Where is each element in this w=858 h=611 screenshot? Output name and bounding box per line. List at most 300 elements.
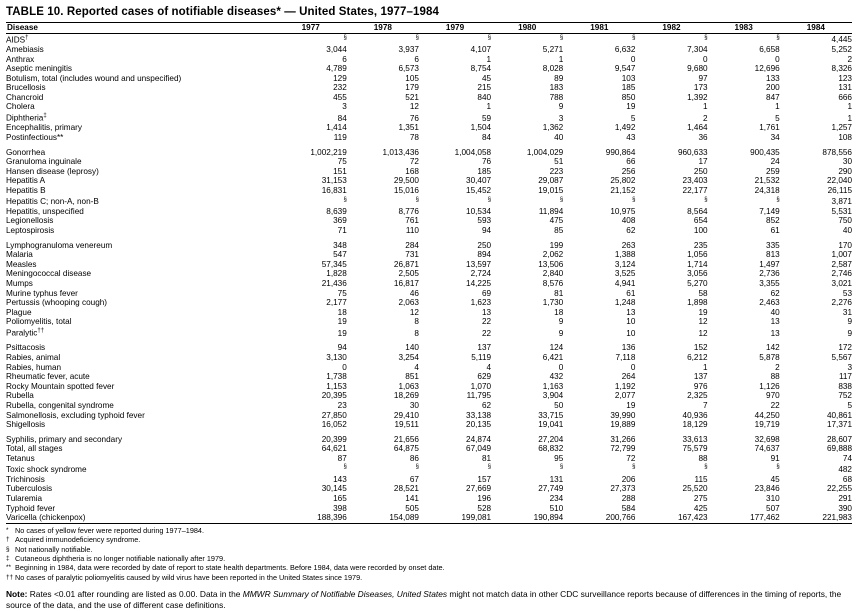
value-cell-1979: 22 [481,317,492,327]
value-cell-1984: 28,607 [826,434,852,444]
value-cell-1979: 1 [486,102,492,112]
value-cell-1978: 154,089 [389,513,419,523]
value-cell-1980: 199 [549,240,564,250]
value-cell-1983: 22 [770,400,780,410]
value-cell-1982: 5,270 [687,279,708,289]
value-cell-1979: 215 [477,83,492,93]
value-cell-1981: 264 [621,372,636,382]
value-cell-1980: 234 [549,493,564,503]
column-header-1984: 1984 [780,23,852,34]
value-cell-1979: 1,504 [470,123,492,133]
value-cell-1979: 250 [477,240,492,250]
table-row [6,382,852,392]
value-cell-1977: 369 [333,216,347,226]
value-cell-1984: 290 [838,166,852,176]
value-cell-1983: 34 [770,133,780,142]
value-cell-1980: 9 [558,102,564,112]
value-cell-1980: § [559,464,564,471]
value-cell-1978: 141 [405,493,419,503]
value-cell-1984: 31 [842,307,852,317]
value-cell-1984: 53 [842,288,852,298]
value-cell-1983: 23,846 [754,484,780,494]
value-cell-1982: 250 [693,166,708,176]
value-cell-1978: 4 [414,362,419,372]
disease-name-cell: Chancroid [6,92,44,102]
table-row [6,463,852,474]
value-cell-1977: 19 [337,317,347,327]
value-cell-1977: 21,436 [321,279,347,289]
value-cell-1977: 547 [333,250,347,260]
disease-name-cell: Varicella (chickenpox) [6,513,86,523]
disease-name-cell: Salmonellosis, excluding typhoid fever [6,410,145,420]
value-cell-1984: 482 [838,465,852,475]
value-cell-1982: 19 [698,307,708,317]
value-cell-1981: 61 [626,288,636,298]
value-cell-1981: 10 [626,317,636,327]
value-cell-1984: 1 [847,102,852,112]
table-row [6,269,852,279]
value-cell-1982: 12 [698,317,708,327]
value-cell-1979: 62 [481,400,492,410]
disease-name-cell: Rabies, animal [6,352,61,362]
value-cell-1978: 110 [405,226,419,236]
value-cell-1983: 13 [770,317,780,327]
value-cell-1979: 22 [481,328,492,338]
value-cell-1979: 4,107 [470,44,492,54]
value-cell-1978: 851 [405,372,419,382]
value-cell-1977: 1,002,219 [310,147,347,157]
value-cell-1977: 0 [342,362,347,372]
table-row [6,484,852,494]
footnote-text: Not nationally notifiable. [15,544,93,554]
value-cell-1979: 13 [481,307,492,317]
value-cell-1977: 1,738 [326,372,347,382]
value-cell-1978: 29,410 [393,410,419,420]
value-cell-1982: 960,633 [677,147,708,157]
table-row [6,430,852,445]
value-cell-1978: 2,505 [398,269,419,279]
value-cell-1980: 33,715 [538,410,564,420]
table-header-row [6,23,852,34]
value-cell-1978: 8,776 [398,206,419,216]
table-row [6,260,852,270]
value-cell-1979: 2,724 [470,269,492,279]
value-cell-1983: 91 [770,453,780,463]
value-cell-1979: 10,534 [466,206,492,216]
value-cell-1981: 1,248 [614,298,636,308]
value-cell-1977: 3 [342,102,347,112]
value-cell-1981: 7,118 [615,352,636,362]
value-cell-1980: 11,894 [538,206,564,216]
value-cell-1977: 455 [333,92,347,102]
table-row [6,186,852,196]
value-cell-1982: 173 [693,83,708,93]
value-cell-1983: 2 [775,362,780,372]
value-cell-1983: 847 [766,92,780,102]
value-cell-1979: § [487,464,492,471]
value-cell-1983: 1,497 [759,259,780,269]
value-cell-1978: 19,511 [394,420,419,430]
value-cell-1978: 30 [409,400,419,410]
table-row [6,33,852,45]
value-cell-1981: 0 [630,54,636,64]
footnote-marker: * [6,526,9,534]
value-cell-1983: 177,462 [750,513,780,523]
table-row [6,411,852,421]
value-cell-1977: 1,828 [326,269,347,279]
disease-name-cell: Lymphogranuloma venereum [6,240,113,250]
value-cell-1980: 19,041 [538,420,564,430]
value-cell-1977: 143 [333,474,347,484]
value-cell-1980: 68,832 [538,444,564,454]
value-cell-1984: 9 [847,328,852,338]
value-cell-1978: § [415,34,419,41]
footnote-marker: ‡ [6,554,10,562]
value-cell-1983: 310 [766,493,780,503]
value-cell-1984: 5,531 [831,206,852,216]
value-cell-1978: 731 [405,250,419,260]
value-cell-1982: 137 [693,372,708,382]
disease-name-cell: Toxic shock syndrome [6,465,87,475]
disease-name-cell: Gonorrhea [6,147,46,157]
table-body [6,33,852,523]
value-cell-1978: 18,269 [393,391,419,401]
value-cell-1984: 22,040 [826,176,852,186]
value-cell-1980: 18 [554,307,564,317]
value-cell-1984: 3,021 [831,279,852,289]
value-cell-1977: 3,130 [326,352,347,362]
value-cell-1982: 12 [698,328,708,338]
value-cell-1982: 275 [693,493,708,503]
value-cell-1977: 27,850 [321,410,347,420]
value-cell-1981: 39,990 [610,410,636,420]
value-cell-1977: 16,052 [321,420,347,430]
value-cell-1982: 6,212 [687,352,708,362]
value-cell-1982: 1 [703,362,708,372]
value-cell-1978: 6 [414,54,419,64]
value-cell-1977: 16,831 [321,185,347,195]
value-cell-1978: 8 [414,317,419,327]
value-cell-1980: § [559,196,564,203]
value-cell-1978: § [415,464,419,471]
value-cell-1978: 16,817 [393,279,419,289]
value-cell-1979: 67,049 [466,444,492,454]
value-cell-1982: 25,520 [682,484,708,494]
table-row [6,216,852,226]
value-cell-1978: 179 [405,83,419,93]
value-cell-1982: 115 [694,474,708,484]
value-cell-1983: 6,658 [759,44,780,54]
footnote-text: Acquired immunodeficiency syndrome. [15,535,141,545]
value-cell-1977: 19 [337,328,347,338]
disease-name-cell: Total, all stages [6,444,63,454]
disease-name-cell: Tuberculosis [6,484,53,494]
value-cell-1981: 10,975 [610,206,636,216]
value-cell-1977: 348 [333,240,347,250]
table-row [6,363,852,373]
value-cell-1981: 72,799 [610,444,636,454]
value-cell-1978: 521 [405,92,419,102]
footnote-marker: ** [6,564,11,572]
value-cell-1980: 27,749 [538,484,564,494]
value-cell-1983: § [776,464,780,471]
column-header-1981: 1981 [563,23,635,34]
value-cell-1981: 3,124 [614,259,636,269]
table-row [6,112,852,123]
value-cell-1983: 88 [770,372,780,382]
value-cell-1979: 137 [477,343,492,353]
value-cell-1978: 67 [409,474,419,484]
value-cell-1977: 151 [333,166,347,176]
value-cell-1984: 1 [847,113,852,123]
footnote-text: Beginning in 1984, data were recorded by date of report to state health departments. Before 1984, data were recorded by onset date. [15,563,445,573]
value-cell-1978: 1,013,436 [382,147,419,157]
value-cell-1982: 18,129 [682,420,708,430]
value-cell-1982: 97 [698,73,708,83]
disease-name-cell: Mumps [6,279,33,289]
disease-name-cell: Poliomyelitis, total [6,317,72,327]
value-cell-1982: 2,325 [687,391,708,401]
value-cell-1978: 8 [414,328,419,338]
value-cell-1978: 26,871 [393,259,419,269]
value-cell-1980: 131 [549,474,564,484]
disease-name-cell: Murine typhus fever [6,288,78,298]
table-row [6,494,852,504]
value-cell-1978: 86 [409,453,419,463]
disease-name-cell: Paralytic†† [6,328,45,338]
value-cell-1981: 1,192 [614,381,636,391]
value-cell-1983: 45 [770,474,780,484]
value-cell-1980: 0 [558,362,564,372]
footnote-line [6,545,858,554]
value-cell-1984: 170 [838,240,852,250]
value-cell-1981: 136 [621,343,636,353]
value-cell-1984: 117 [838,372,852,382]
value-cell-1981: 72 [626,453,636,463]
table-row [6,123,852,133]
value-cell-1983: 24,318 [754,185,780,195]
footnote-text: No cases of paralytic poliomyelitis caused by wild virus have been reported in the United States since 1979. [15,572,363,582]
value-cell-1977: § [343,34,347,41]
footnote-marker: † [6,536,10,544]
value-cell-1982: 1,898 [687,298,708,308]
value-cell-1983: 7,149 [759,206,780,216]
value-cell-1981: 990,864 [605,147,636,157]
value-cell-1984: 9 [847,317,852,327]
value-cell-1981: 2,077 [614,391,636,401]
value-cell-1981: 19 [626,102,636,112]
value-cell-1983: 5 [775,113,780,123]
value-cell-1979: 5,119 [471,352,492,362]
value-cell-1977: § [343,464,347,471]
value-cell-1981: 200,766 [605,513,636,523]
value-cell-1980: 432 [549,372,564,382]
disease-name-cell: Rabies, human [6,362,62,372]
value-cell-1979: 894 [477,250,492,260]
value-cell-1981: 185 [621,83,636,93]
value-cell-1983: 900,435 [750,147,780,157]
value-cell-1977: 30,145 [321,484,347,494]
value-cell-1978: 6,573 [398,64,419,74]
value-cell-1978: 64,875 [393,444,419,454]
disease-name-cell: Hepatitis C; non-A, non-B [6,197,99,207]
value-cell-1979: 528 [477,503,492,513]
note-label: Note: [6,589,28,600]
table-row [6,327,852,338]
value-cell-1984: 291 [838,493,852,503]
table-row [6,298,852,308]
value-cell-1981: § [632,196,636,203]
value-cell-1979: 1 [486,54,492,64]
disease-name-cell: Rheumatic fever, acute [6,372,90,382]
value-cell-1977: 4,789 [326,64,347,74]
value-cell-1982: 100 [693,226,708,236]
disease-name-cell: Amebiasis [6,44,44,54]
value-cell-1979: 593 [477,216,492,226]
value-cell-1979: 24,874 [466,434,492,444]
value-cell-1978: 761 [405,216,419,226]
value-cell-1979: 84 [481,133,492,142]
footnote-text: Cutaneous diphtheria is no longer notifiable nationally after 1979. [15,553,226,563]
value-cell-1980: 475 [549,216,564,226]
footnote-text: No cases of yellow fever were reported during 1977–1984. [15,525,205,535]
disease-name-cell: Trichinosis [6,474,45,484]
note-italic-title: MMWR Summary of Notifiable Diseases, United States [242,589,448,600]
value-cell-1980: 1,004,029 [526,147,564,157]
value-cell-1978: 3,254 [398,352,419,362]
value-cell-1984: 838 [838,381,852,391]
value-cell-1979: 1,070 [470,381,492,391]
value-cell-1977: 18 [337,307,347,317]
value-cell-1984: 2,746 [831,269,852,279]
value-cell-1981: 850 [621,92,636,102]
value-cell-1981: 25,802 [610,176,636,186]
value-cell-1984: 40,861 [826,410,852,420]
value-cell-1981: 19,889 [610,420,636,430]
disease-name-cell: Aseptic meningitis [6,64,72,74]
value-cell-1977: 188,396 [317,513,347,523]
value-cell-1982: 88 [698,453,708,463]
value-cell-1983: 970 [766,391,780,401]
disease-name-cell: Malaria [6,250,33,260]
table-row [6,196,852,207]
value-cell-1977: 64,621 [321,444,347,454]
value-cell-1984: 3,871 [831,197,852,207]
value-cell-1980: 8,028 [542,64,564,74]
value-cell-1979: 76 [481,157,492,167]
value-cell-1981: 103 [621,73,636,83]
value-cell-1980: 27,204 [538,434,564,444]
value-cell-1979: 59 [481,113,492,123]
disease-name-cell: Hansen disease (leprosy) [6,166,99,176]
table-row [6,444,852,454]
value-cell-1984: 26,115 [827,185,852,195]
value-cell-1980: 223 [549,166,564,176]
value-cell-1984: 5 [847,400,852,410]
value-cell-1984: 666 [838,92,852,102]
value-cell-1980: 1,730 [542,298,564,308]
table-row [6,176,852,186]
table-note [6,589,851,611]
value-cell-1979: 13,597 [466,259,492,269]
value-cell-1982: 58 [698,288,708,298]
column-header-1982: 1982 [635,23,707,34]
value-cell-1978: 21,656 [393,434,419,444]
value-cell-1980: 5,271 [542,44,564,54]
disease-name-cell: Encephalitis, primary [6,123,82,133]
value-cell-1984: 22,255 [826,484,852,494]
value-cell-1981: 408 [621,216,636,226]
value-cell-1984: 2,276 [831,298,852,308]
value-cell-1983: 74,637 [754,444,780,454]
disease-name-cell: Botulism, total (includes wound and unspecified) [6,73,182,83]
value-cell-1982: 425 [693,503,708,513]
value-cell-1984: 69,888 [826,444,852,454]
value-cell-1978: 72 [409,157,419,167]
value-cell-1982: 654 [693,216,708,226]
value-cell-1979: 199,081 [461,513,492,523]
value-cell-1978: 505 [405,503,419,513]
table-row [6,420,852,430]
footnotes [6,526,858,582]
value-cell-1982: 1,464 [687,123,708,133]
value-cell-1983: 12,696 [754,64,780,74]
value-cell-1979: 27,669 [466,484,492,494]
value-cell-1980: 81 [554,288,564,298]
value-cell-1977: 8,639 [326,206,347,216]
value-cell-1981: 21,152 [610,185,636,195]
value-cell-1981: 5 [630,113,636,123]
value-cell-1983: 852 [766,216,780,226]
value-cell-1977: 57,345 [321,259,347,269]
table-row [6,226,852,236]
value-cell-1982: 3,056 [687,269,708,279]
value-cell-1980: 95 [554,453,564,463]
value-cell-1980: 9 [558,317,564,327]
value-cell-1982: 8,564 [687,206,708,216]
table-row [6,338,852,353]
disease-name-cell: Cholera [6,102,35,112]
value-cell-1984: 40 [842,226,852,236]
value-cell-1982: 1,392 [687,92,708,102]
table-row [6,401,852,411]
value-cell-1979: 1,004,058 [454,147,492,157]
value-cell-1980: 1,163 [542,381,564,391]
table-row [6,157,852,167]
column-header-disease: Disease [6,23,275,34]
value-cell-1982: 9,680 [687,64,708,74]
table-row [6,133,852,143]
value-cell-1977: 71 [337,226,347,236]
value-cell-1984: 3 [847,362,852,372]
value-cell-1984: 68 [842,474,852,484]
value-cell-1978: 28,521 [393,484,419,494]
value-cell-1980: 29,087 [538,176,564,186]
value-cell-1977: 119 [333,133,347,142]
value-cell-1978: 15,016 [393,185,419,195]
value-cell-1984: 172 [838,343,852,353]
value-cell-1981: 10 [626,328,636,338]
table-row [6,55,852,65]
value-cell-1977: 31,153 [321,176,347,186]
value-cell-1978: 12 [409,102,419,112]
disease-name-cell: Typhoid fever [6,503,56,513]
page-title: TABLE 10. Reported cases of notifiable diseases* — United States, 1977–1984 [6,6,439,18]
column-header-1980: 1980 [491,23,563,34]
value-cell-1979: 840 [477,92,492,102]
value-cell-1977: 84 [337,113,347,123]
value-cell-1979: 81 [481,453,492,463]
